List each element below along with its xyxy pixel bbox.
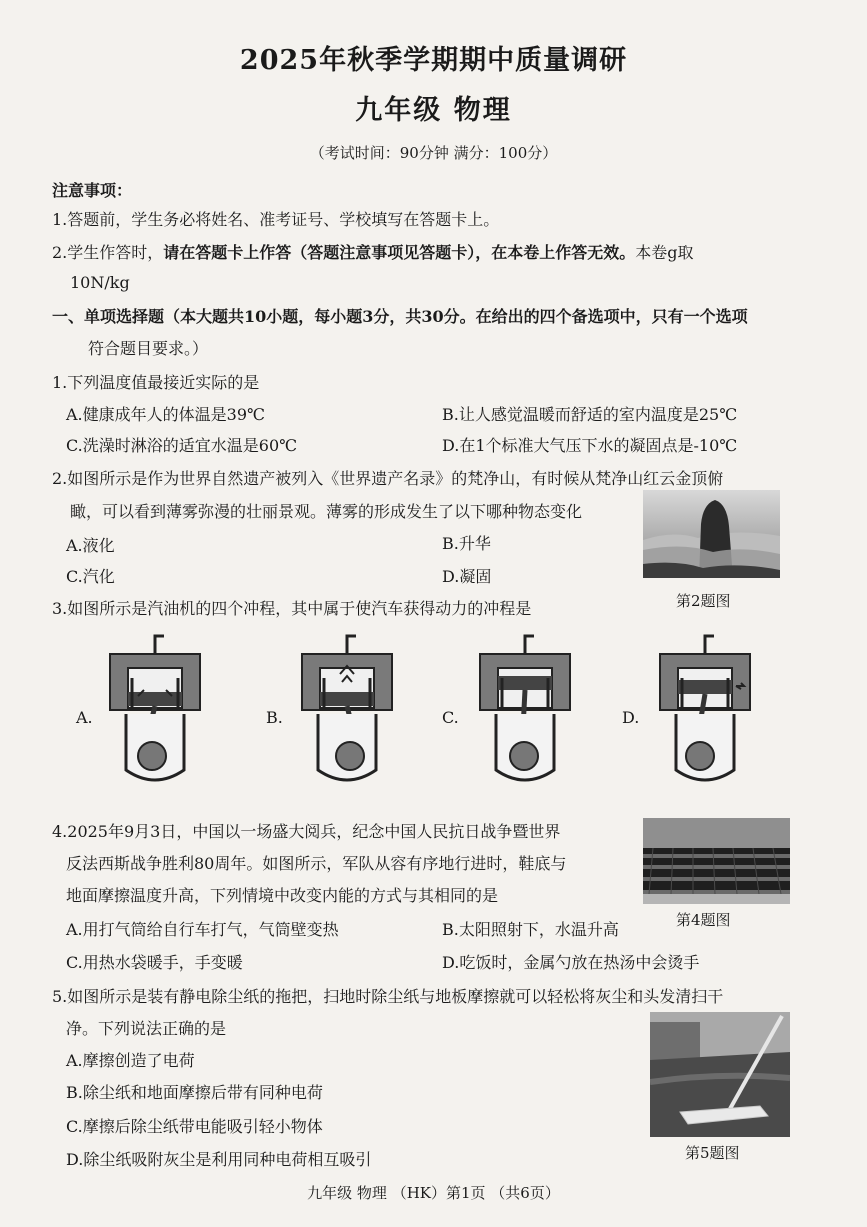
q5-mop-photo: [650, 1012, 790, 1137]
q3-engine-diagram-c: [470, 630, 580, 790]
exam-info: （考试时间：90分钟 满分：100分）: [309, 144, 558, 162]
q1-option-d: D.在1个标准大气压下水的凝固点是-10℃: [442, 436, 738, 455]
section1-heading: [52, 304, 748, 327]
q1-option-a: A.健康成年人的体温是39℃: [66, 405, 265, 424]
q3-option-c-label: C.: [442, 708, 459, 727]
q1-stem: 1.下列温度值最接近实际的是: [52, 373, 260, 392]
q4-option-a: A.用打气筒给自行车打气，气筒壁变热: [66, 920, 339, 939]
q5-option-c: C.摩擦后除尘纸带电能吸引轻小物体: [66, 1117, 323, 1136]
notes-item-1: 1.答题前，学生务必将姓名、准考证号、学校填写在答题卡上。: [52, 210, 500, 229]
q3-option-a-label: A.: [76, 708, 93, 727]
q3-engine-diagram-b: [292, 630, 402, 790]
q2-stem-line2: 瞰，可以看到薄雾弥漫的壮丽景观。薄雾的形成发生了以下哪种物态变化: [70, 502, 583, 521]
q4-stem-line2: 反法西斯战争胜利80周年。如图所示，军队从容有序地行进时，鞋底与: [66, 854, 567, 873]
q3-engine-diagram-a: [100, 630, 210, 790]
q5-option-b: B.除尘纸和地面摩擦后带有同种电荷: [66, 1083, 323, 1102]
q4-stem-line3: 地面摩擦温度升高，下列情境中改变内能的方式与其相同的是: [66, 886, 499, 905]
q3-option-d-label: D.: [622, 708, 640, 727]
q3-option-b-label: B.: [266, 708, 283, 727]
section1-heading-line2: 符合题目要求。）: [88, 339, 209, 358]
q1-option-c: C.洗澡时淋浴的适宜水温是60℃: [66, 436, 298, 455]
page-footer: 九年级 物理 （HK）第1页 （共6页）: [307, 1184, 560, 1202]
q5-stem-line2: 净。下列说法正确的是: [66, 1019, 227, 1038]
q2-stem-line1: 2.如图所示是作为世界自然遗产被列入《世界遗产名录》的梵净山，有时候从梵净山红云金顶俯: [52, 469, 724, 488]
q5-option-d: D.除尘纸吸附灰尘是利用同种电荷相互吸引: [66, 1150, 372, 1169]
q2-option-a: A.液化: [66, 536, 115, 555]
exam-title: 2025年秋季学期期中质量调研: [239, 45, 628, 76]
exam-subject: 九年级 物理: [355, 95, 512, 126]
q4-option-d: D.吃饭时，金属勺放在热汤中会烫手: [442, 953, 700, 972]
q3-stem: 3.如图所示是汽油机的四个冲程，其中属于使汽车获得动力的冲程是: [52, 599, 532, 618]
q5-option-a: A.摩擦创造了电荷: [66, 1051, 195, 1070]
q4-stem-line1: 4.2025年9月3日，中国以一场盛大阅兵，纪念中国人民抗日战争暨世界: [52, 822, 561, 841]
q4-figure-caption: 第4题图: [676, 911, 731, 929]
q2-option-c: C.汽化: [66, 567, 115, 586]
section1-heading-text: 一、单项选择题（本大题共10小题，每小题3分，共30分。在给出的四个备选项中，只有一个选项: [52, 307, 748, 326]
q2-option-b: B.升华: [442, 534, 491, 553]
q4-parade-photo: [643, 818, 790, 904]
q5-stem-line1: 5.如图所示是装有静电除尘纸的拖把，扫地时除尘纸与地板摩擦就可以轻松将灰尘和头发清扫干: [52, 987, 724, 1006]
notes-item-2-emphasis: 请在答题卡上作答（答题注意事项见答题卡），在本卷上作答无效。: [163, 243, 636, 262]
q2-mountain-photo: [643, 490, 780, 578]
notes-heading: 注意事项：: [52, 181, 133, 200]
q3-engine-diagram-d: [650, 630, 760, 790]
notes-item-2: [52, 240, 694, 263]
q1-option-b: B.让人感觉温暖而舒适的室内温度是25℃: [442, 405, 738, 424]
q2-option-d: D.凝固: [442, 567, 492, 586]
notes-item-2-line2: 10N/kg: [70, 273, 130, 292]
q4-option-b: B.太阳照射下，水温升高: [442, 920, 619, 939]
q5-figure-caption: 第5题图: [685, 1144, 740, 1162]
notes-item-2-prefix: 2.学生作答时，: [52, 243, 164, 262]
notes-item-2-suffix: 本卷g取: [635, 243, 694, 262]
q2-figure-caption: 第2题图: [676, 592, 731, 610]
q4-option-c: C.用热水袋暖手，手变暖: [66, 953, 243, 972]
